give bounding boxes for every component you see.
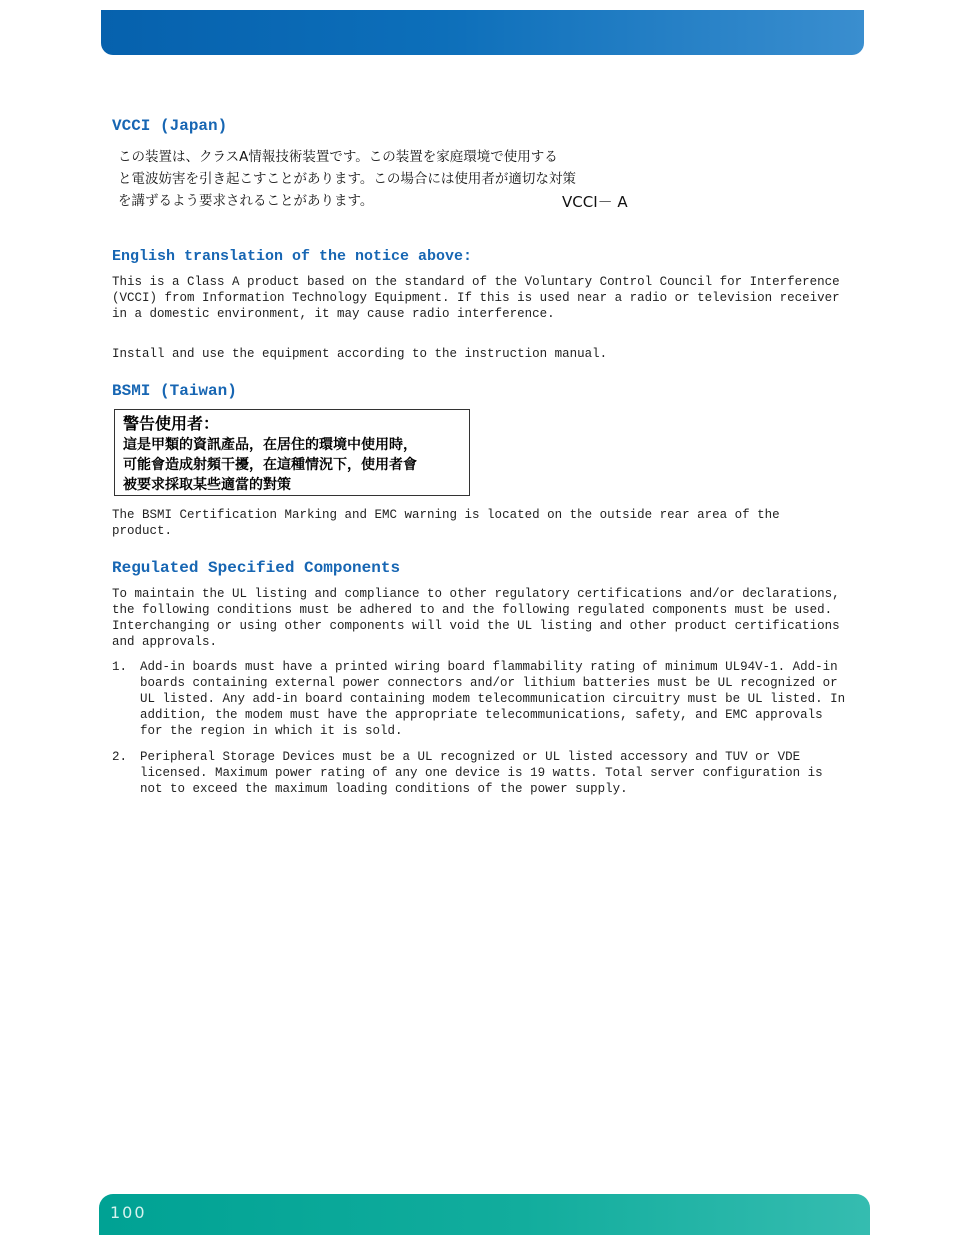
page-number: 100 [110, 1203, 147, 1222]
bsmi-warning-title: 警告使用者： [123, 414, 220, 433]
vcci-mark: VCCI－ A [562, 193, 628, 211]
list-item-number: 2. [112, 750, 128, 764]
bsmi-warning-line-1: 這是甲類的資訊產品，在居住的環境中使用時， [123, 437, 417, 453]
components-list [112, 659, 852, 797]
components-intro: To maintain the UL listing and compliance to other regulatory certifications and/or declarations, the following conditions must be adhered to and the following regulated components must be used. Interchanging or using other components will void the UL listing and other product certifications and approvals. [112, 587, 840, 649]
vcci-jp-line-1: この装置は、クラスA情報技術装置です。この装置を家庭環境で使用する [118, 149, 558, 165]
vcci-jp-line-3: を講ずるよう要求されることがあります。 [118, 193, 374, 209]
bsmi-warning-box [114, 409, 470, 496]
vcci-heading: VCCI (Japan) [112, 117, 228, 135]
bsmi-heading: BSMI (Taiwan) [112, 382, 237, 400]
translation-heading: English translation of the notice above: [112, 248, 473, 265]
bsmi-warning-line-2: 可能會造成射頻干擾，在這種情況下，使用者會 [123, 457, 417, 473]
list-item-number: 1. [112, 660, 128, 674]
list-item-text: Peripheral Storage Devices must be a UL recognized or UL listed accessory and TUV or VDE licensed. Maximum power rating of any one device is 19 watts. Total server configuration is not to exceed the maximum loading conditions of the power supply. [140, 750, 823, 796]
vcci-jp-line-2: と電波妨害を引き起こすことがあります。この場合には使用者が適切な対策 [118, 171, 576, 187]
bsmi-warning-line-3: 被要求採取某些適當的對策 [123, 477, 291, 493]
translation-paragraph-2: Install and use the equipment according to the instruction manual. [112, 347, 608, 361]
header-bar [101, 10, 864, 55]
bsmi-note: The BSMI Certification Marking and EMC warning is located on the outside rear area of the product. [112, 508, 780, 538]
list-item [112, 749, 852, 797]
footer-bar [99, 1194, 870, 1235]
list-item [112, 659, 852, 739]
components-heading: Regulated Specified Components [112, 559, 401, 577]
list-item-text: Add-in boards must have a printed wiring board flammability rating of minimum UL94V-1. Add-in boards containing external power connectors and/or lithium batteries must be UL recognized or UL listed. Any add-in board containing modem telecommunication circuitry must be UL listed. In addition, the modem must have the appropriate telecommunications, safety, and EMC approvals for the region in which it is sold. [140, 660, 846, 738]
translation-paragraph-1: This is a Class A product based on the standard of the Voluntary Control Council for Interference (VCCI) from Information Technology Equipment. If this is used near a radio or television receiver in a domestic environment, it may cause radio interference. [112, 275, 840, 321]
